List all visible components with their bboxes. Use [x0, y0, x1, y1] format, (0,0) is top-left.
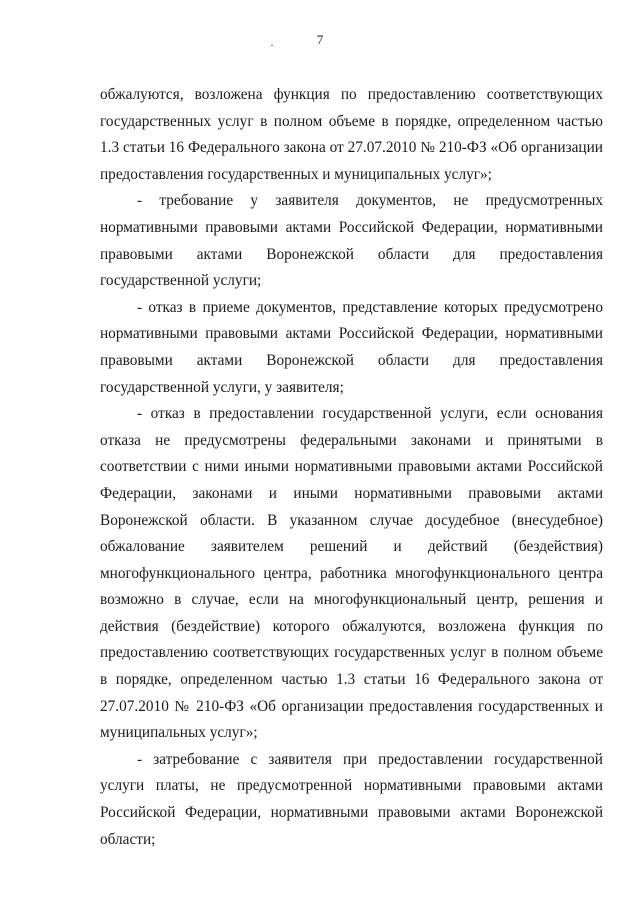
document-body	[100, 82, 603, 853]
paragraph-service-refusal: - отказ в предоставлении государственной услуги, если основания отказа не предусмотрены федеральными законами и принятыми в соответствии с ними иными нормативными правовыми актами Российской Федерации, законами и иными нормативными правовыми актами Воронежской области. В указанном случае досудебное (внесудебное) обжалование заявителем решений и действий (бездействия) многофункционального центра, работника многофункционального центра возможно в случае, если на многофункциональный центр, решения и действия (бездействие) которого обжалуются, возложена функция по предоставлению соответствующих государственных услуг в полном объеме в порядке, определенном частью 1.3 статьи 16 Федерального закона от 27.07.2010 № 210-ФЗ «Об организации предоставления государственных и муниципальных услуг»;	[100, 405, 603, 742]
paragraph-continuation: обжалуются, возложена функция по предоставлению соответствующих государственных услуг в полном объеме в порядке, определенном частью 1.3 статьи 16 Федерального закона от 27.07.2010 № 210-ФЗ «Об организации предоставления государственных и муниципальных услуг»;	[100, 86, 603, 183]
page-number: 7	[316, 32, 324, 47]
paragraph-fee-demand: - затребование с заявителя при предоставлении государственной услуги платы, не предусмотренной нормативными правовыми актами Российской Федерации, нормативными правовыми актами Воронежской области;	[100, 750, 603, 848]
paragraph-document-refusal: - отказ в приеме документов, представление которых предусмотрено нормативными правовыми актами Российской Федерации, нормативными правовыми актами Воронежской области для предоставления государственной услуги, у заявителя;	[100, 298, 603, 396]
scan-speck	[271, 45, 273, 46]
paragraph-document-requirement: - требование у заявителя документов, не предусмотренных нормативными правовыми актами Российской Федерации, нормативными правовыми актами Воронежской области для предоставления государственной услуги;	[100, 192, 603, 290]
